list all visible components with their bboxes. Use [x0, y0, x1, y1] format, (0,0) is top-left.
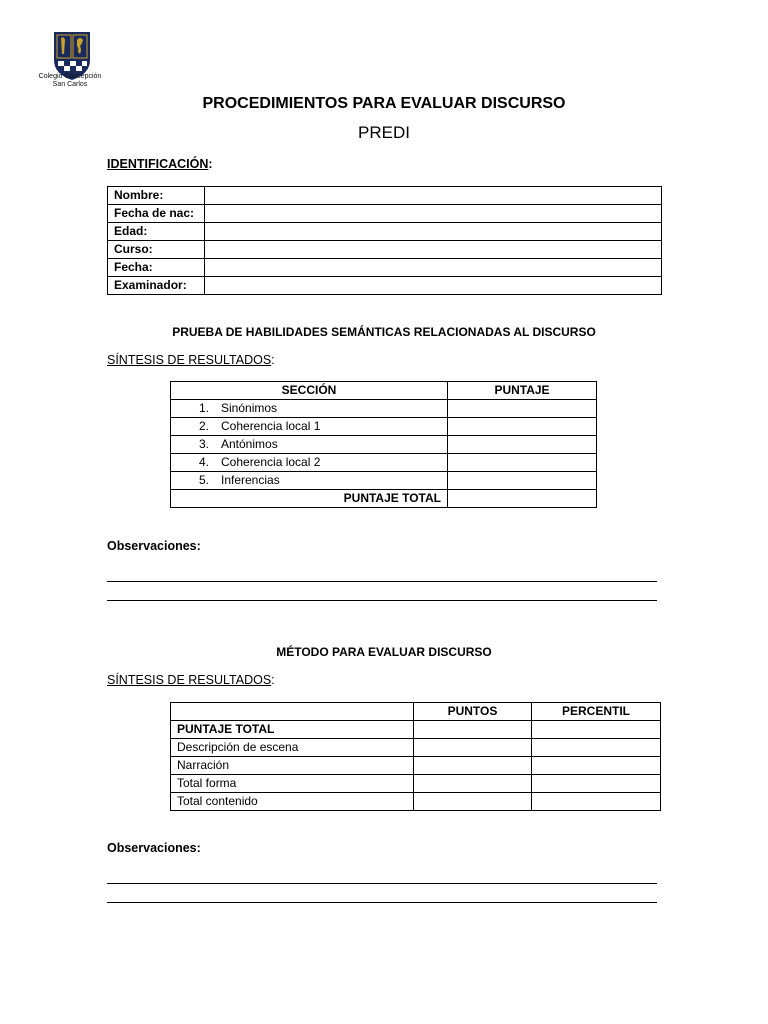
seccion-label: Inferencias — [221, 473, 280, 487]
seccion-row — [171, 454, 597, 472]
seccion-number: 3. — [198, 437, 209, 451]
seccion-cell — [171, 418, 448, 436]
col-header-empty — [171, 703, 414, 721]
observaciones-line[interactable] — [107, 902, 657, 903]
field-value[interactable] — [205, 241, 662, 259]
metodo-row — [171, 793, 661, 811]
metodo-row — [171, 721, 661, 739]
col-header-seccion: SECCIÓN — [171, 382, 448, 400]
seccion-label: Coherencia local 1 — [221, 419, 321, 433]
seccion-cell — [171, 400, 448, 418]
page-title: PROCEDIMIENTOS PARA EVALUAR DISCURSO — [202, 95, 566, 112]
percentil-cell[interactable] — [532, 739, 661, 757]
field-label: Edad: — [108, 223, 205, 241]
percentil-cell[interactable] — [532, 721, 661, 739]
identificacion-row — [108, 205, 662, 223]
prueba-observaciones-label: Observaciones: — [107, 539, 201, 553]
prueba-title: PRUEBA DE HABILIDADES SEMÁNTICAS RELACIONADAS AL DISCURSO — [172, 325, 596, 339]
seccion-row — [171, 400, 597, 418]
col-header-percentil: PERCENTIL — [532, 703, 661, 721]
identificacion-row — [108, 241, 662, 259]
field-value[interactable] — [205, 187, 662, 205]
seccion-label: Sinónimos — [221, 401, 278, 415]
field-label: Nombre: — [108, 187, 205, 205]
metodo-title: MÉTODO PARA EVALUAR DISCURSO — [276, 645, 492, 659]
puntos-cell[interactable] — [414, 757, 532, 775]
seccion-label: Coherencia local 2 — [221, 455, 321, 469]
observaciones-line[interactable] — [107, 883, 657, 884]
identificacion-row — [108, 187, 662, 205]
prueba-results-table — [170, 381, 597, 508]
col-header-puntos: PUNTOS — [414, 703, 532, 721]
identificacion-table — [107, 186, 662, 295]
field-label: Curso: — [108, 241, 205, 259]
field-label: Fecha: — [108, 259, 205, 277]
metodo-row — [171, 775, 661, 793]
puntos-cell[interactable] — [414, 739, 532, 757]
field-value[interactable] — [205, 277, 662, 295]
col-header-puntaje: PUNTAJE — [448, 382, 597, 400]
seccion-number: 2. — [198, 419, 209, 433]
percentil-cell[interactable] — [532, 757, 661, 775]
seccion-cell — [171, 472, 448, 490]
metodo-results-table — [170, 702, 661, 811]
seccion-row — [171, 418, 597, 436]
field-value[interactable] — [205, 259, 662, 277]
puntaje-cell[interactable] — [448, 436, 597, 454]
seccion-number: 1. — [198, 401, 209, 415]
seccion-row — [171, 436, 597, 454]
percentil-cell[interactable] — [532, 775, 661, 793]
observaciones-line[interactable] — [107, 581, 657, 582]
field-value[interactable] — [205, 223, 662, 241]
field-value[interactable] — [205, 205, 662, 223]
seccion-row — [171, 472, 597, 490]
identificacion-row — [108, 223, 662, 241]
puntaje-cell[interactable] — [448, 418, 597, 436]
puntaje-total-cell[interactable] — [448, 490, 597, 508]
seccion-cell — [171, 436, 448, 454]
identificacion-label: IDENTIFICACIÓN: — [107, 157, 213, 171]
puntaje-total-row — [171, 490, 597, 508]
metodo-row-label: Narración — [171, 757, 414, 775]
seccion-number: 5. — [198, 473, 209, 487]
metodo-row-label: Total forma — [171, 775, 414, 793]
school-name — [30, 73, 110, 89]
observaciones-line[interactable] — [107, 600, 657, 601]
metodo-row-label: PUNTAJE TOTAL — [171, 721, 414, 739]
seccion-label: Antónimos — [221, 437, 278, 451]
metodo-observaciones-label: Observaciones: — [107, 841, 201, 855]
metodo-row-label: Descripción de escena — [171, 739, 414, 757]
field-label: Fecha de nac: — [108, 205, 205, 223]
metodo-row — [171, 739, 661, 757]
puntaje-cell[interactable] — [448, 400, 597, 418]
puntos-cell[interactable] — [414, 775, 532, 793]
metodo-row — [171, 757, 661, 775]
page-subtitle: PREDI — [358, 123, 410, 142]
school-name-line2: San Carlos — [52, 81, 88, 88]
school-name-line1: Colegio Concepción — [38, 73, 102, 80]
puntos-cell[interactable] — [414, 793, 532, 811]
identificacion-row — [108, 277, 662, 295]
seccion-number: 4. — [198, 455, 209, 469]
identificacion-row — [108, 259, 662, 277]
seccion-cell — [171, 454, 448, 472]
puntaje-total-label: PUNTAJE TOTAL — [171, 490, 448, 508]
metodo-sintesis-label: SÍNTESIS DE RESULTADOS: — [107, 673, 275, 687]
puntos-cell[interactable] — [414, 721, 532, 739]
puntaje-cell[interactable] — [448, 454, 597, 472]
field-label: Examinador: — [108, 277, 205, 295]
percentil-cell[interactable] — [532, 793, 661, 811]
prueba-sintesis-label: SÍNTESIS DE RESULTADOS: — [107, 353, 275, 367]
puntaje-cell[interactable] — [448, 472, 597, 490]
metodo-row-label: Total contenido — [171, 793, 414, 811]
